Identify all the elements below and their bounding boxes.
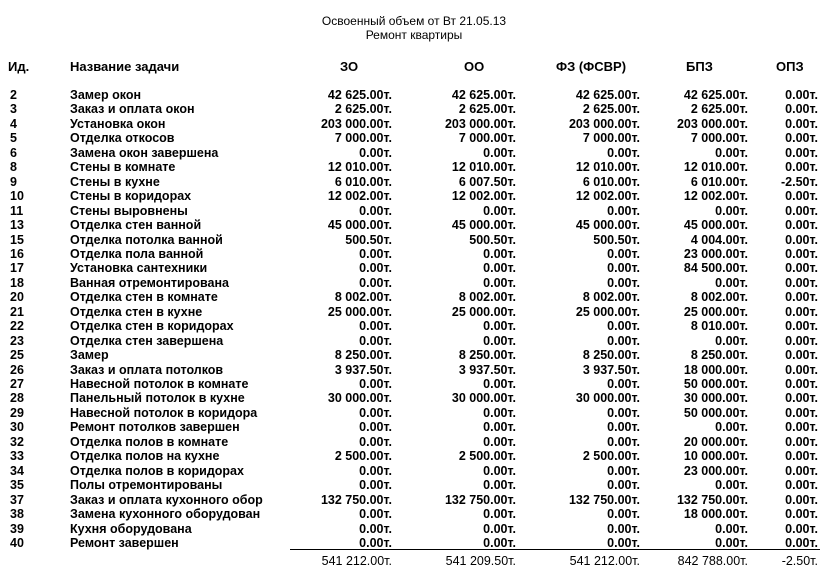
table-row [0, 507, 828, 521]
task-zo: 0.00т. [359, 521, 392, 536]
task-id: 18 [10, 275, 24, 290]
task-bpz: 0.00т. [715, 275, 748, 290]
task-zo: 7 000.00т. [334, 131, 392, 146]
task-opz: 0.00т. [785, 449, 818, 464]
total-bpz: 842 788.00т. [677, 554, 748, 568]
table-row [0, 406, 828, 420]
task-fz: 30 000.00т. [575, 391, 640, 406]
task-name: Стены в комнате [70, 160, 176, 175]
task-name: Отделка полов в комнате [70, 434, 229, 449]
task-oo: 30 000.00т. [451, 391, 516, 406]
task-id: 25 [10, 348, 24, 363]
task-fz: 0.00т. [607, 261, 640, 276]
task-opz: 0.00т. [785, 420, 818, 435]
task-zo: 0.00т. [359, 463, 392, 478]
task-zo: 2 625.00т. [334, 102, 392, 117]
task-zo: 0.00т. [359, 405, 392, 420]
task-opz: 0.00т. [785, 319, 818, 334]
task-opz: 0.00т. [785, 463, 818, 478]
task-name: Заказ и оплата потолков [70, 362, 224, 377]
table-row [0, 290, 828, 304]
task-oo: 0.00т. [483, 275, 516, 290]
task-name: Ванная отремонтирована [70, 275, 229, 290]
task-id: 5 [10, 131, 17, 146]
task-id: 11 [10, 203, 24, 218]
table-row [0, 319, 828, 333]
table-row [0, 464, 828, 478]
report-title-text: Освоенный объем от Вт 21.05.13 [321, 14, 507, 28]
task-oo: 0.00т. [483, 405, 516, 420]
task-opz: 0.00т. [785, 333, 818, 348]
task-opz: 0.00т. [785, 304, 818, 319]
task-id: 10 [10, 189, 24, 204]
task-opz: 0.00т. [785, 275, 818, 290]
table-row [0, 189, 828, 203]
task-id: 34 [10, 463, 24, 478]
task-fz: 0.00т. [607, 535, 640, 550]
task-bpz: 12 002.00т. [683, 189, 748, 204]
task-bpz: 18 000.00т. [683, 362, 748, 377]
task-name: Кухня оборудована [70, 521, 192, 536]
task-id: 6 [10, 145, 17, 160]
task-fz: 2 500.00т. [582, 449, 640, 464]
task-fz: 0.00т. [607, 521, 640, 536]
task-oo: 25 000.00т. [451, 304, 516, 319]
task-zo: 0.00т. [359, 377, 392, 391]
task-zo: 0.00т. [359, 507, 392, 522]
table-row [0, 131, 828, 145]
task-id: 32 [10, 434, 24, 449]
task-name: Установка сантехники [70, 261, 208, 276]
task-opz: 0.00т. [785, 348, 818, 363]
task-fz: 0.00т. [607, 203, 640, 218]
task-id: 8 [10, 160, 17, 175]
task-id: 26 [10, 362, 24, 377]
task-bpz: 0.00т. [715, 145, 748, 160]
task-name: Замер [70, 348, 109, 363]
task-name: Замер окон [70, 88, 142, 102]
task-opz: 0.00т. [785, 145, 818, 160]
task-name: Отделка полов на кухне [70, 449, 220, 464]
task-bpz: 8 250.00т. [690, 348, 748, 363]
task-fz: 500.50т. [593, 232, 640, 247]
task-id: 38 [10, 507, 24, 522]
task-zo: 500.50т. [345, 232, 392, 247]
task-oo: 0.00т. [483, 261, 516, 276]
task-opz: -2.50т. [781, 174, 818, 189]
task-oo: 2 500.00т. [458, 449, 516, 464]
task-opz: 0.00т. [785, 434, 818, 449]
task-opz: 0.00т. [785, 88, 818, 102]
task-fz: 0.00т. [607, 246, 640, 261]
task-name: Отделка пола ванной [70, 246, 204, 261]
task-bpz: 6 010.00т. [690, 174, 748, 189]
task-bpz: 203 000.00т. [676, 116, 748, 131]
task-opz: 0.00т. [785, 290, 818, 305]
task-bpz: 7 000.00т. [690, 131, 748, 146]
task-oo: 0.00т. [483, 463, 516, 478]
task-oo: 0.00т. [483, 434, 516, 449]
totals-row [0, 554, 828, 568]
task-name: Заказ и оплата кухонного обор [70, 492, 263, 507]
task-oo: 500.50т. [469, 232, 516, 247]
task-fz: 0.00т. [607, 420, 640, 435]
task-bpz: 25 000.00т. [683, 304, 748, 319]
task-opz: 0.00т. [785, 218, 818, 233]
task-bpz: 8 010.00т. [690, 319, 748, 334]
task-id: 13 [10, 218, 24, 233]
task-oo: 0.00т. [483, 145, 516, 160]
column-header-id: Ид. [8, 59, 30, 74]
task-zo: 12 010.00т. [327, 160, 392, 175]
task-name: Стены в коридорах [70, 189, 192, 204]
task-fz: 6 010.00т. [582, 174, 640, 189]
task-name: Замена кухонного оборудован [70, 507, 261, 522]
task-name: Отделка стен завершена [70, 333, 224, 348]
task-opz: 0.00т. [785, 160, 818, 175]
task-bpz: 20 000.00т. [683, 434, 748, 449]
task-zo: 132 750.00т. [320, 492, 392, 507]
task-opz: 0.00т. [785, 478, 818, 493]
column-header-bpz: БПЗ [686, 59, 713, 74]
task-zo: 0.00т. [359, 420, 392, 435]
task-fz: 0.00т. [607, 463, 640, 478]
task-name: Отделка стен ванной [70, 218, 202, 233]
task-id: 37 [10, 492, 24, 507]
table-row [0, 117, 828, 131]
table-row [0, 247, 828, 261]
task-opz: 0.00т. [785, 405, 818, 420]
task-name: Навесной потолок в коридора [70, 405, 258, 420]
table-row [0, 233, 828, 247]
task-id: 27 [10, 377, 24, 391]
task-bpz: 12 010.00т. [683, 160, 748, 175]
table-row [0, 204, 828, 218]
task-opz: 0.00т. [785, 116, 818, 131]
task-id: 15 [10, 232, 24, 247]
task-bpz: 42 625.00т. [683, 88, 748, 102]
task-zo: 0.00т. [359, 319, 392, 334]
task-opz: 0.00т. [785, 102, 818, 117]
task-opz: 0.00т. [785, 261, 818, 276]
task-name: Отделка потолка ванной [70, 232, 223, 247]
table-row [0, 478, 828, 492]
task-zo: 0.00т. [359, 535, 392, 550]
task-zo: 2 500.00т. [334, 449, 392, 464]
task-name: Заказ и оплата окон [70, 102, 195, 117]
task-fz: 0.00т. [607, 405, 640, 420]
task-bpz: 132 750.00т. [676, 492, 748, 507]
task-bpz: 0.00т. [715, 203, 748, 218]
task-name: Отделка откосов [70, 131, 175, 146]
table-row [0, 305, 828, 319]
task-id: 40 [10, 535, 24, 550]
task-zo: 12 002.00т. [327, 189, 392, 204]
task-oo: 0.00т. [483, 246, 516, 261]
task-fz: 0.00т. [607, 319, 640, 334]
task-zo: 0.00т. [359, 275, 392, 290]
task-name: Установка окон [70, 116, 166, 131]
task-oo: 132 750.00т. [444, 492, 516, 507]
task-id: 4 [10, 116, 17, 131]
task-oo: 0.00т. [483, 521, 516, 536]
task-bpz: 10 000.00т. [683, 449, 748, 464]
task-zo: 25 000.00т. [327, 304, 392, 319]
task-id: 16 [10, 246, 24, 261]
task-name: Ремонт завершен [70, 535, 179, 550]
task-fz: 45 000.00т. [575, 218, 640, 233]
task-name: Отделка стен в кухне [70, 304, 203, 319]
total-zo: 541 212.00т. [321, 554, 392, 568]
table-row [0, 146, 828, 160]
task-oo: 0.00т. [483, 319, 516, 334]
task-name: Стены выровнены [70, 203, 188, 218]
task-oo: 3 937.50т. [458, 362, 516, 377]
task-opz: 0.00т. [785, 232, 818, 247]
task-zo: 0.00т. [359, 246, 392, 261]
task-fz: 7 000.00т. [582, 131, 640, 146]
task-bpz: 0.00т. [715, 521, 748, 536]
table-row [0, 435, 828, 449]
task-id: 9 [10, 174, 17, 189]
task-opz: 0.00т. [785, 507, 818, 522]
task-bpz: 8 002.00т. [690, 290, 748, 305]
task-fz: 25 000.00т. [575, 304, 640, 319]
task-oo: 6 007.50т. [458, 174, 516, 189]
task-id: 29 [10, 405, 24, 420]
task-opz: 0.00т. [785, 391, 818, 406]
task-fz: 0.00т. [607, 275, 640, 290]
task-id: 33 [10, 449, 24, 464]
column-header-zo: ЗО [340, 59, 359, 74]
task-bpz: 0.00т. [715, 535, 748, 550]
table-row [0, 102, 828, 116]
task-fz: 12 002.00т. [575, 189, 640, 204]
table-row [0, 261, 828, 275]
task-bpz: 50 000.00т. [683, 377, 748, 391]
task-bpz: 23 000.00т. [683, 463, 748, 478]
task-id: 30 [10, 420, 24, 435]
task-fz: 8 002.00т. [582, 290, 640, 305]
task-fz: 42 625.00т. [575, 88, 640, 102]
task-zo: 30 000.00т. [327, 391, 392, 406]
task-bpz: 0.00т. [715, 420, 748, 435]
table-row [0, 377, 828, 391]
task-zo: 0.00т. [359, 434, 392, 449]
task-id: 39 [10, 521, 24, 536]
task-bpz: 2 625.00т. [690, 102, 748, 117]
task-opz: 0.00т. [785, 131, 818, 146]
table-row [0, 218, 828, 232]
task-name: Навесной потолок в комнате [70, 377, 249, 391]
task-name: Отделка стен в комнате [70, 290, 218, 305]
task-oo: 12 010.00т. [451, 160, 516, 175]
task-name: Полы отремонтированы [70, 478, 223, 493]
column-header-opz: ОПЗ [776, 59, 804, 74]
column-header-name: Название задачи [70, 59, 180, 74]
task-fz: 0.00т. [607, 507, 640, 522]
task-zo: 8 250.00т. [334, 348, 392, 363]
table-row [0, 160, 828, 174]
task-bpz: 30 000.00т. [683, 391, 748, 406]
task-name: Отделка полов в коридорах [70, 463, 244, 478]
task-name: Отделка стен в коридорах [70, 319, 234, 334]
task-id: 20 [10, 290, 24, 305]
task-id: 22 [10, 319, 24, 334]
task-id: 17 [10, 261, 24, 276]
task-name: Панельный потолок в кухне [70, 391, 245, 406]
total-fz: 541 212.00т. [569, 554, 640, 568]
task-oo: 0.00т. [483, 478, 516, 493]
task-oo: 7 000.00т. [458, 131, 516, 146]
total-opz: -2.50т. [781, 554, 818, 568]
task-oo: 0.00т. [483, 203, 516, 218]
task-fz: 0.00т. [607, 333, 640, 348]
task-opz: 0.00т. [785, 203, 818, 218]
task-opz: 0.00т. [785, 246, 818, 261]
task-oo: 12 002.00т. [451, 189, 516, 204]
task-fz: 12 010.00т. [575, 160, 640, 175]
task-fz: 203 000.00т. [568, 116, 640, 131]
task-bpz: 23 000.00т. [683, 246, 748, 261]
table-row [0, 391, 828, 405]
report-title [0, 14, 828, 42]
task-fz: 0.00т. [607, 377, 640, 391]
table-row [0, 449, 828, 463]
task-oo: 2 625.00т. [458, 102, 516, 117]
task-bpz: 84 500.00т. [683, 261, 748, 276]
task-opz: 0.00т. [785, 535, 818, 550]
task-zo: 42 625.00т. [327, 88, 392, 102]
table-row [0, 493, 828, 507]
totals-divider [290, 549, 820, 550]
task-id: 21 [10, 304, 24, 319]
task-zo: 8 002.00т. [334, 290, 392, 305]
task-zo: 0.00т. [359, 203, 392, 218]
total-oo: 541 209.50т. [445, 554, 516, 568]
column-header-fz: ФЗ (ФСВР) [556, 59, 627, 74]
task-zo: 203 000.00т. [320, 116, 392, 131]
table-row [0, 175, 828, 189]
task-bpz: 0.00т. [715, 478, 748, 493]
task-name: Замена окон завершена [70, 145, 219, 160]
task-oo: 203 000.00т. [444, 116, 516, 131]
table-row [0, 88, 828, 102]
task-oo: 45 000.00т. [451, 218, 516, 233]
table-row [0, 522, 828, 536]
task-zo: 45 000.00т. [327, 218, 392, 233]
task-bpz: 45 000.00т. [683, 218, 748, 233]
task-oo: 0.00т. [483, 377, 516, 391]
task-id: 35 [10, 478, 24, 493]
task-id: 2 [10, 88, 17, 102]
task-zo: 0.00т. [359, 261, 392, 276]
task-opz: 0.00т. [785, 377, 818, 391]
task-oo: 0.00т. [483, 507, 516, 522]
task-oo: 42 625.00т. [451, 88, 516, 102]
task-zo: 0.00т. [359, 478, 392, 493]
column-header-oo: ОО [464, 59, 485, 74]
task-fz: 2 625.00т. [582, 102, 640, 117]
task-oo: 8 002.00т. [458, 290, 516, 305]
task-zo: 3 937.50т. [334, 362, 392, 377]
table-row [0, 334, 828, 348]
task-oo: 8 250.00т. [458, 348, 516, 363]
task-fz: 0.00т. [607, 478, 640, 493]
task-bpz: 4 004.00т. [690, 232, 748, 247]
table-row [0, 348, 828, 362]
task-oo: 0.00т. [483, 535, 516, 550]
task-opz: 0.00т. [785, 492, 818, 507]
task-zo: 0.00т. [359, 333, 392, 348]
table-row [0, 276, 828, 290]
task-zo: 0.00т. [359, 145, 392, 160]
task-fz: 8 250.00т. [582, 348, 640, 363]
task-bpz: 50 000.00т. [683, 405, 748, 420]
task-id: 23 [10, 333, 24, 348]
task-opz: 0.00т. [785, 362, 818, 377]
task-name: Ремонт потолков завершен [70, 420, 240, 435]
task-opz: 0.00т. [785, 189, 818, 204]
task-name: Стены в кухне [70, 174, 160, 189]
task-zo: 6 010.00т. [334, 174, 392, 189]
task-id: 28 [10, 391, 24, 406]
task-id: 3 [10, 102, 17, 117]
task-oo: 0.00т. [483, 420, 516, 435]
task-fz: 3 937.50т. [582, 362, 640, 377]
table-row [0, 363, 828, 377]
task-fz: 0.00т. [607, 434, 640, 449]
task-fz: 132 750.00т. [568, 492, 640, 507]
task-bpz: 0.00т. [715, 333, 748, 348]
report-subtitle: Ремонт квартиры [365, 28, 463, 42]
table-row [0, 420, 828, 434]
task-bpz: 18 000.00т. [683, 507, 748, 522]
task-oo: 0.00т. [483, 333, 516, 348]
task-fz: 0.00т. [607, 145, 640, 160]
task-opz: 0.00т. [785, 521, 818, 536]
